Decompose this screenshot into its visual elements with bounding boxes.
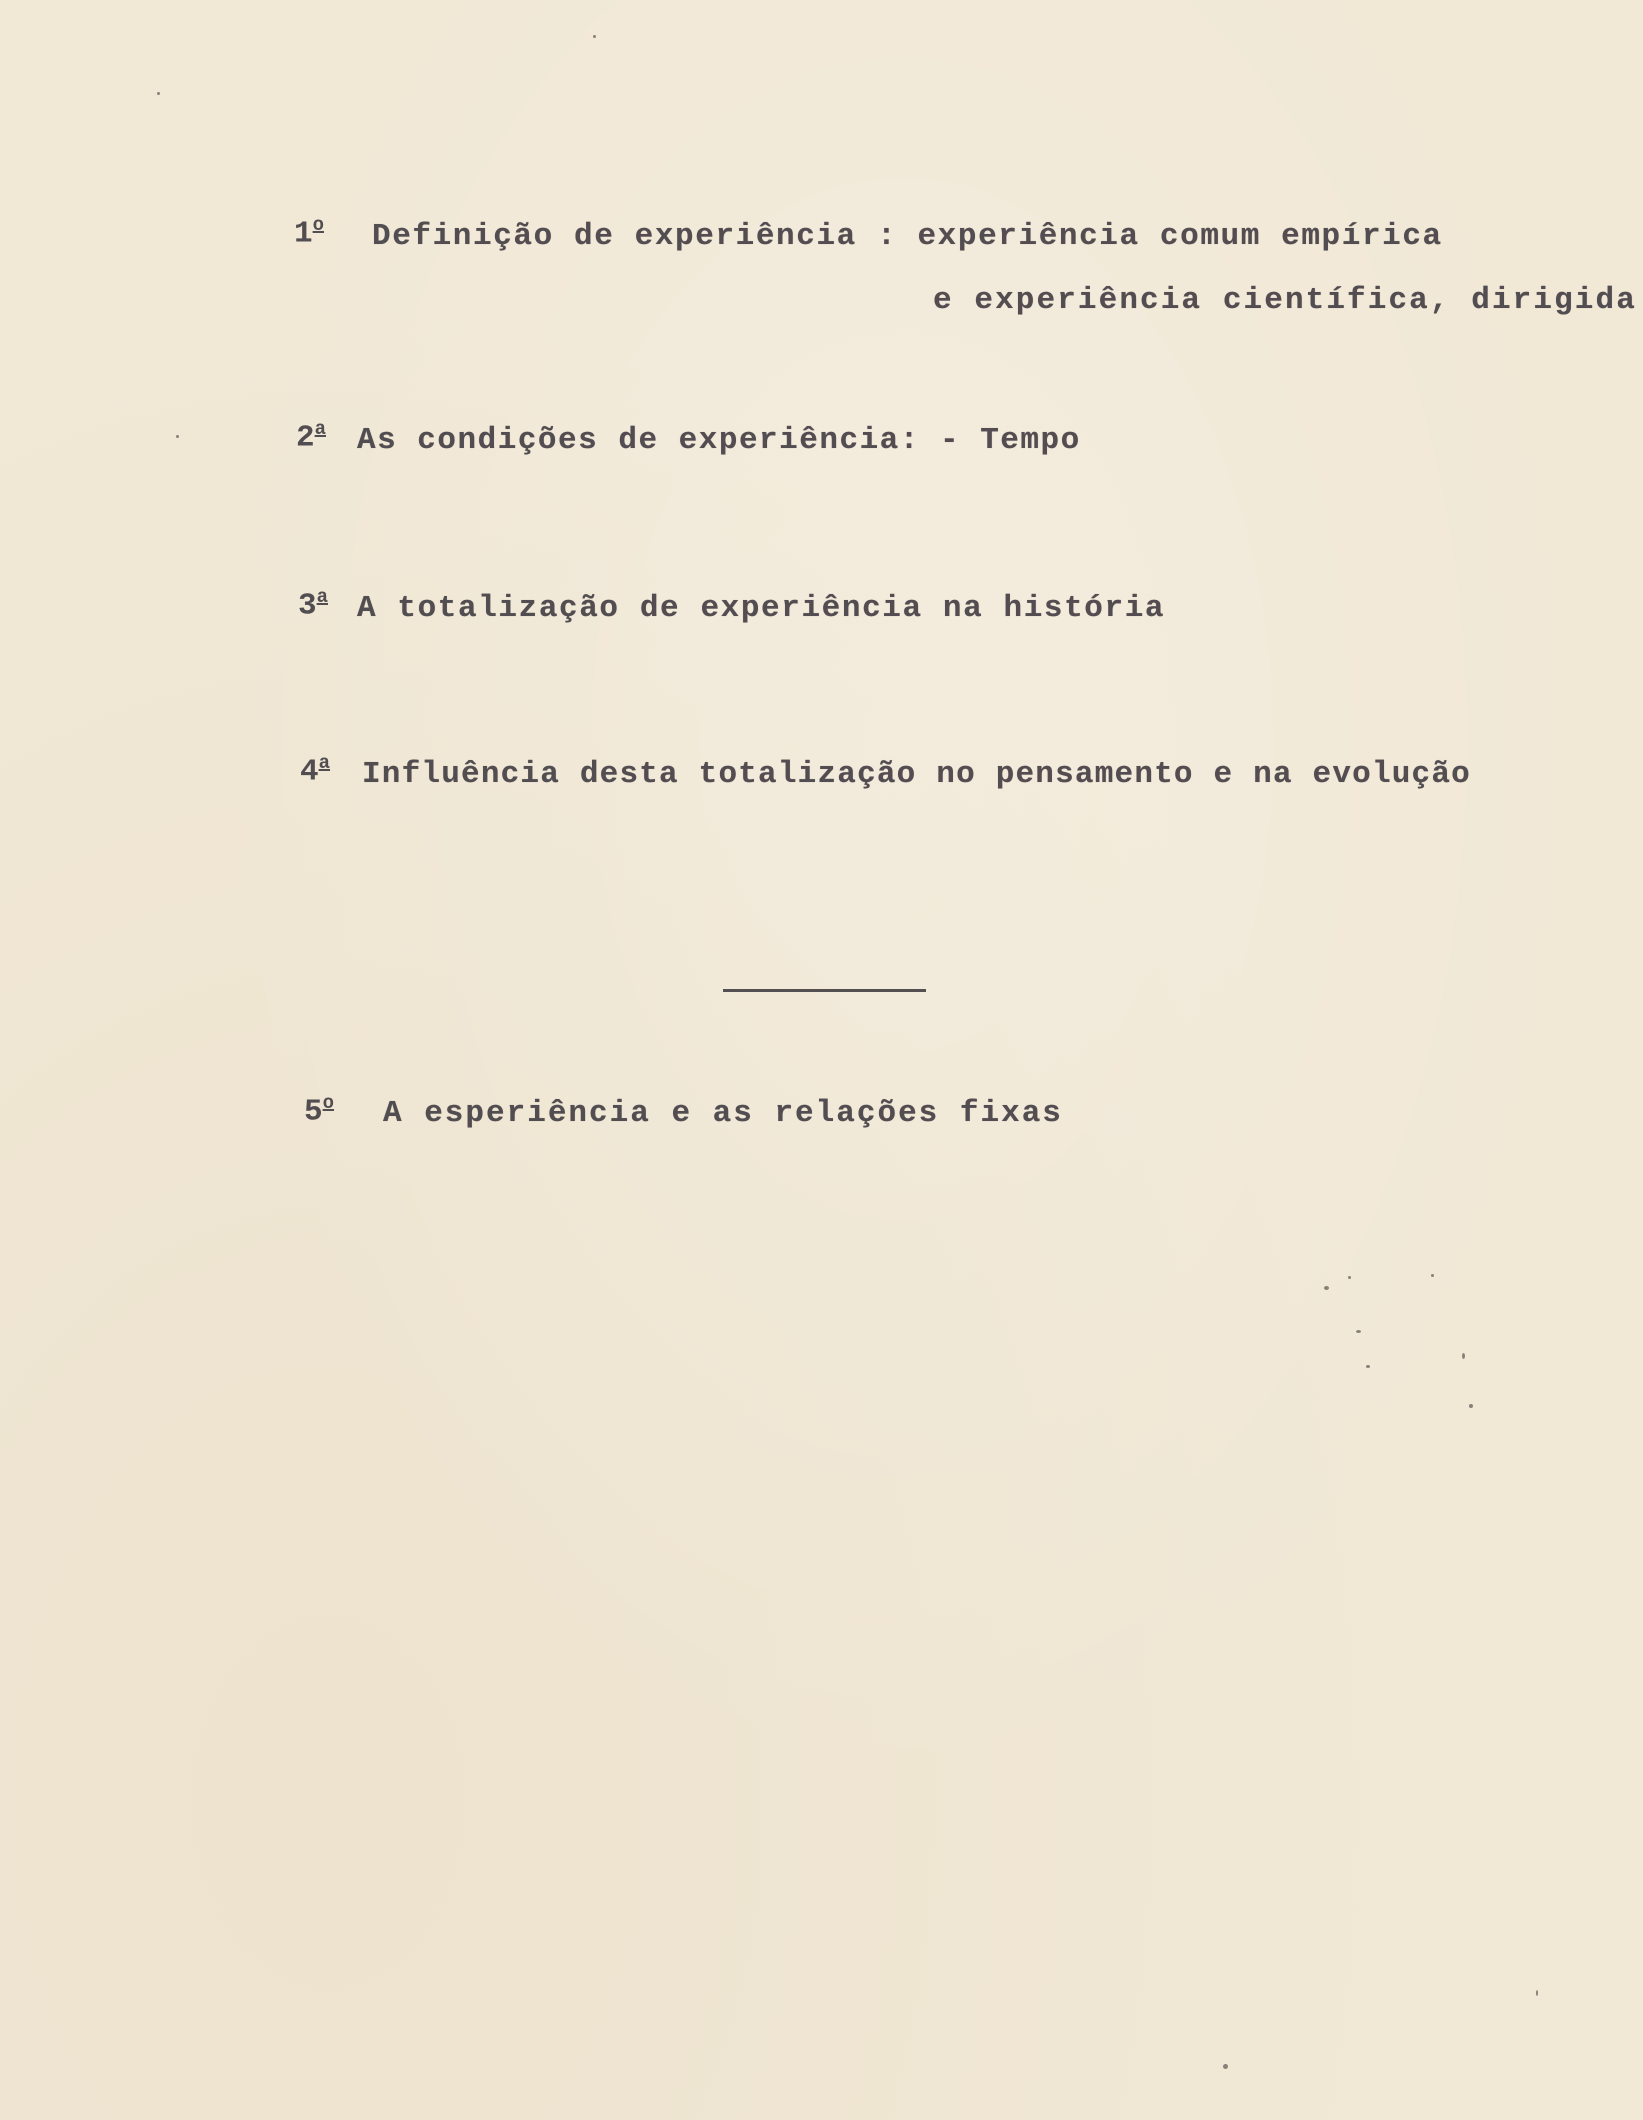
item-4-text: Influência desta totalização no pensamento e na evolução (362, 757, 1471, 792)
item-1-text: Definição de experiência : experiência comum empírica (372, 219, 1443, 254)
paper-speck (1469, 1404, 1473, 1408)
item-2-number-digit: 2 (296, 420, 315, 456)
paper-speck (593, 35, 596, 38)
paper-speck (1431, 1274, 1434, 1277)
separator-rule (723, 989, 926, 992)
item-3-text: A totalização de experiência na história (357, 591, 1166, 626)
item-4-number-digit: 4 (300, 754, 319, 790)
item-4-ordinal: a (318, 752, 331, 774)
item-1-continuation: e experiência científica, dirigida (933, 283, 1637, 318)
item-1-ordinal: o (312, 214, 325, 236)
item-3-number (298, 586, 328, 623)
item-2-ordinal: a (314, 418, 327, 440)
paper-speck (1366, 1365, 1370, 1368)
item-5-text: A esperiência e as relações fixas (383, 1096, 1063, 1131)
paper-speck (1324, 1286, 1329, 1290)
item-3-ordinal: a (316, 586, 329, 608)
paper-speck (1223, 2064, 1228, 2069)
item-1-number-digit: 1 (294, 216, 313, 252)
paper-speck (1536, 1990, 1538, 1996)
item-1-number (294, 214, 324, 251)
item-5-number (304, 1092, 334, 1129)
paper-speck (1348, 1276, 1351, 1279)
item-2-text: As condições de experiência: - Tempo (357, 423, 1081, 458)
paper-speck (176, 435, 179, 438)
item-4-number (300, 752, 330, 789)
paper-speck (1356, 1330, 1361, 1333)
item-2-number (296, 418, 326, 455)
item-5-number-digit: 5 (304, 1094, 323, 1130)
paper-speck (157, 92, 160, 95)
item-3-number-digit: 3 (298, 588, 317, 624)
item-5-ordinal: o (322, 1092, 335, 1114)
paper-speck (1462, 1353, 1465, 1359)
